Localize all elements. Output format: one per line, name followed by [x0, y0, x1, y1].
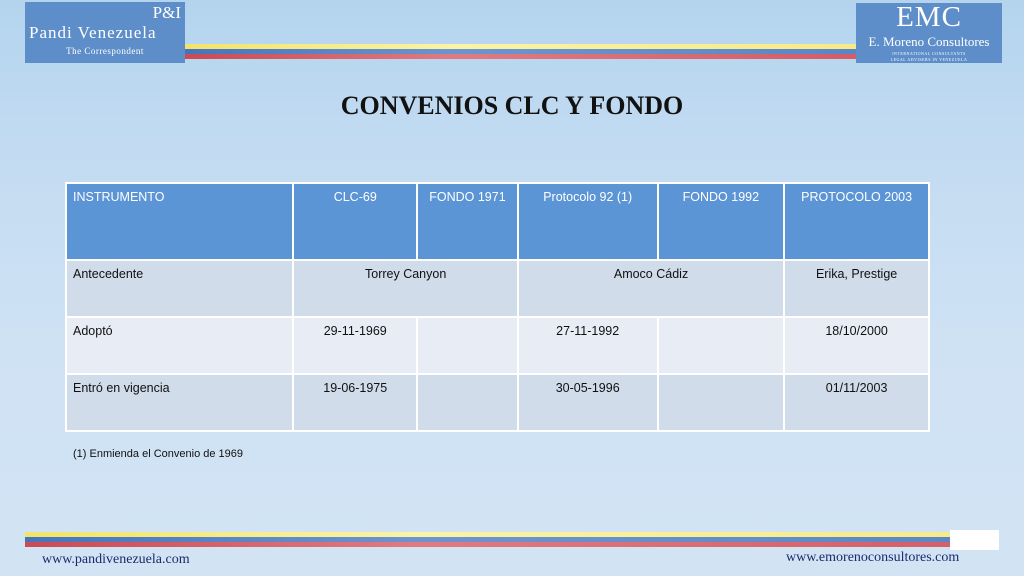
emc-logo-name: E. Moreno Consultores [868, 34, 990, 49]
cell-amoco-cadiz: Amoco Cádiz [518, 260, 784, 317]
header-protocolo2003: PROTOCOLO 2003 [784, 183, 929, 260]
flag-stripes-bottom [25, 532, 999, 547]
pandi-website-link[interactable]: www.pandivenezuela.com [42, 552, 190, 567]
cell-erika-prestige: Erika, Prestige [784, 260, 929, 317]
header-protocolo92: Protocolo 92 (1) [518, 183, 658, 260]
pandi-venezuela-logo [25, 2, 185, 63]
emc-logo [856, 3, 1002, 63]
cell-fondo1971 [417, 317, 518, 374]
cell-clc69: 29-11-1969 [293, 317, 417, 374]
conventions-table [65, 182, 930, 432]
cell-protocolo2003: 01/11/2003 [784, 374, 929, 431]
cell-protocolo2003: 18/10/2000 [784, 317, 929, 374]
pi-logo-mark: P&I [152, 3, 181, 22]
table-row-adopto [66, 317, 929, 374]
emc-logo-line1: INTERNATIONAL CONSULTANTS [892, 51, 966, 56]
header-fondo1992: FONDO 1992 [658, 183, 785, 260]
cell-fondo1992 [658, 317, 785, 374]
cell-label: Antecedente [66, 260, 293, 317]
cell-torrey-canyon: Torrey Canyon [293, 260, 517, 317]
cell-label: Entró en vigencia [66, 374, 293, 431]
table-row-antecedente [66, 260, 929, 317]
cell-fondo1992 [658, 374, 785, 431]
footnote: (1) Enmienda el Convenio de 1969 [73, 448, 244, 460]
emc-website-link[interactable]: www.emorenoconsultores.com [786, 550, 960, 565]
header-instrumento: INSTRUMENTO [66, 183, 293, 260]
stripe-highlight [950, 530, 999, 550]
cell-label: Adoptó [66, 317, 293, 374]
header-clc69: CLC-69 [293, 183, 417, 260]
pandi-logo-name: Pandi Venezuela [29, 23, 157, 42]
table-row-vigencia [66, 374, 929, 431]
table-header-row [66, 183, 929, 260]
cell-fondo1971 [417, 374, 518, 431]
slide-title: CONVENIOS CLC Y FONDO [340, 91, 684, 120]
emc-logo-mark: EMC [896, 1, 962, 33]
emc-logo-line2: LEGAL ADVISERS IN VENEZUELA [890, 57, 968, 62]
cell-protocolo92: 27-11-1992 [518, 317, 658, 374]
pandi-logo-tagline: The Correspondent [66, 46, 144, 56]
cell-protocolo92: 30-05-1996 [518, 374, 658, 431]
cell-clc69: 19-06-1975 [293, 374, 417, 431]
header-fondo1971: FONDO 1971 [417, 183, 518, 260]
flag-stripes-top [185, 44, 856, 59]
